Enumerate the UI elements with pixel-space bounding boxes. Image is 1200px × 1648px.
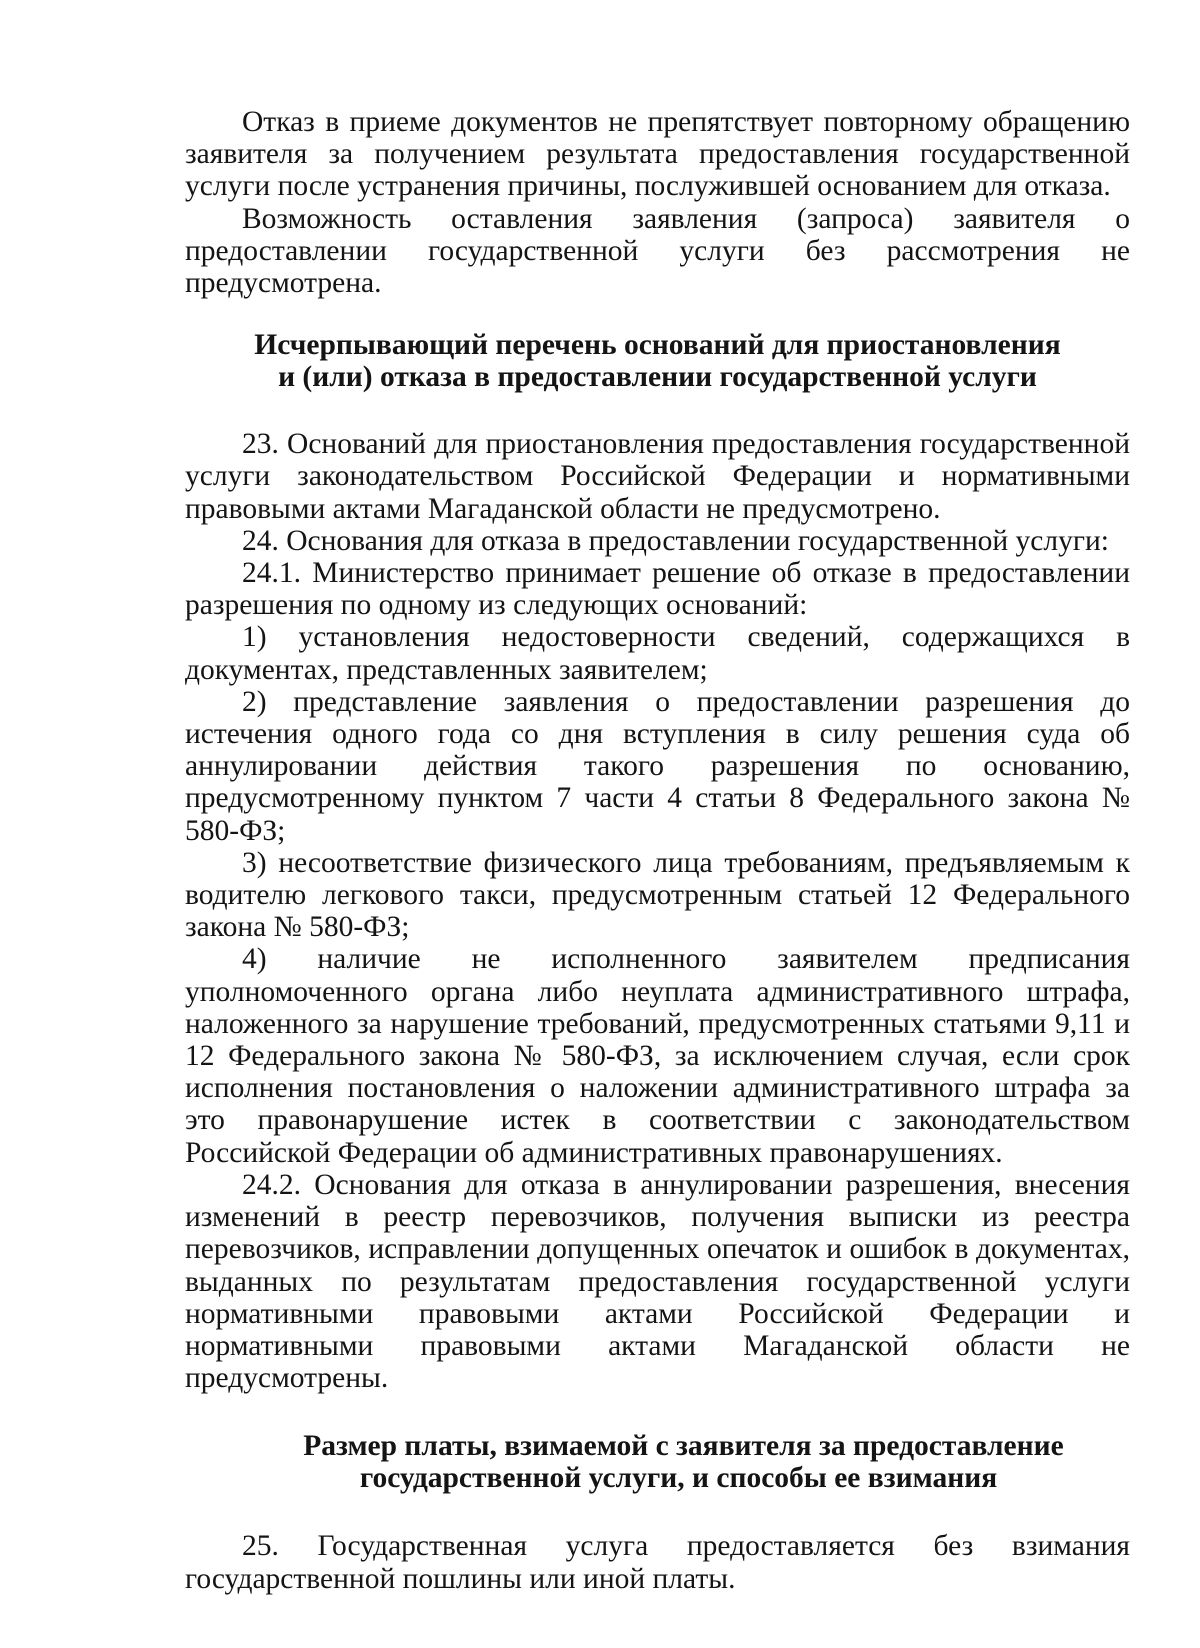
section-heading-grounds [185,329,1130,393]
section-heading-fee-line-1: Размер платы, взимаемой с заявителя за предоставление [303,1430,1064,1463]
section-heading-grounds-line-2: и (или) отказа в предоставлении государственной услуги [278,361,1037,394]
section-heading-fee [185,1430,1130,1494]
paragraph-23: 23. Оснований для приостановления предоставления государственной услуги законодательством Российской Федерации и нормативными правовыми актами Магаданской области не предусмотрено. [185,428,1130,525]
paragraph-24: 24. Основания для отказа в предоставлении государственной услуги: [242,524,1109,557]
document-page [185,106,1130,1595]
paragraph-leave-without-review: Возможность оставления заявления (запроса) заявителя о предоставлении государственной услуги без рассмотрения не предусмотрена. [185,202,1130,300]
list-item-1: 1) установления недостоверности сведений, содержащихся в документах, представленных заявителем; [185,621,1130,686]
section-heading-grounds-line-1: Исчерпывающий перечень оснований для приостановления [254,329,1061,362]
paragraph-refusal-not-barrier: Отказ в приеме документов не препятствует повторному обращению заявителя за получением результата предоставления государственной услуги после устранения причины, послужившей основанием для отказа. [185,106,1130,203]
section-heading-fee-line-2: государственной услуги, и способы ее взимания [359,1462,998,1495]
list-item-4: 4) наличие не исполненного заявителем предписания уполномоченного органа либо неуплата административного штрафа, наложенного за нарушение требований, предусмотренных статьями 9,11 и 12 Федерального закона № 580-ФЗ, за исключением случая, если срок исполнения постановления о наложении административного штрафа за это правонарушение истек в соответствии с законодательством Российской Федерации об административных правонарушениях. [185,943,1130,1169]
paragraph-25: 25. Государственная услуга предоставляется без взимания государственной пошлины или иной платы. [185,1530,1130,1595]
list-item-3: 3) несоответствие физического лица требованиям, предъявляемым к водителю легкового такси, предусмотренным статьей 12 Федерального закона № 580-ФЗ; [185,846,1130,944]
list-item-2: 2) представление заявления о предоставлении разрешения до истечения одного года со дня вступления в силу решения суда об аннулировании действия такого разрешения по основанию, предусмотренному пунктом 7 части 4 статьи 8 Федерального закона № 580-ФЗ; [185,685,1130,847]
paragraph-24-2: 24.2. Основания для отказа в аннулировании разрешения, внесения изменений в реестр перевозчиков, получения выписки из реестра перевозчиков, исправлении допущенных опечаток и ошибок в документах, выданных по результатам предоставления государственной услуги нормативными правовыми актами Российской Федерации и нормативными правовыми актами Магаданской области не предусмотрены. [185,1168,1130,1395]
paragraph-24-1: 24.1. Министерство принимает решение об отказе в предоставлении разрешения по одному из следующих оснований: [185,557,1130,622]
